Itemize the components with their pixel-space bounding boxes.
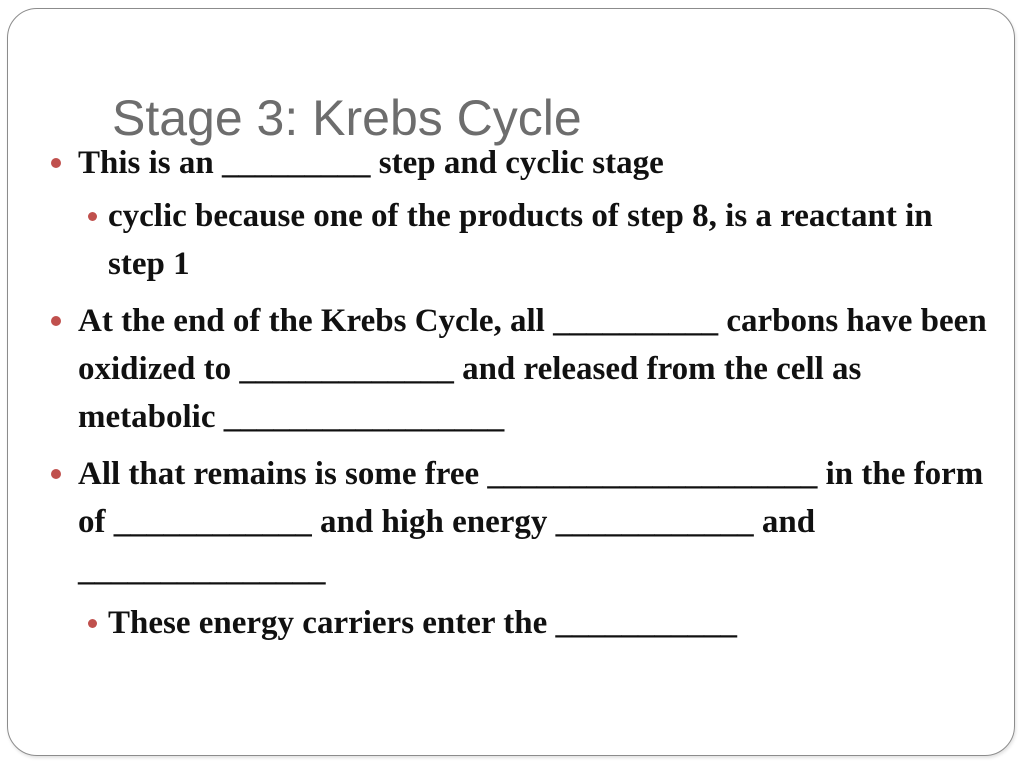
bullet-item — [0, 297, 988, 441]
bullet-dot-icon — [88, 212, 97, 221]
slide-title: Stage 3: Krebs Cycle — [112, 90, 582, 146]
bullet-list — [0, 139, 1024, 647]
bullet-dot-icon — [51, 469, 61, 479]
bullet-dot-icon — [51, 316, 61, 326]
bullet-text: At the end of the Krebs Cycle, all __________ carbons have been oxidized to _____________ and released from the cell as metabolic _________________ — [78, 303, 987, 435]
sub-bullet-text: cyclic because one of the products of step 8, is a reactant in step 1 — [108, 198, 933, 282]
bullet-item — [0, 139, 988, 187]
sub-bullet-item — [0, 599, 968, 647]
sub-bullet-text: These energy carriers enter the ___________ — [108, 605, 737, 641]
bullet-text: All that remains is some free ____________________ in the form of ____________ and high energy ____________ and _______________ — [78, 456, 984, 588]
bullet-text: This is an _________ step and cyclic stage — [78, 145, 664, 181]
sub-bullet-item — [0, 192, 968, 288]
bullet-item — [0, 450, 988, 594]
bullet-dot-icon — [51, 158, 61, 168]
bullet-dot-icon — [88, 619, 97, 628]
